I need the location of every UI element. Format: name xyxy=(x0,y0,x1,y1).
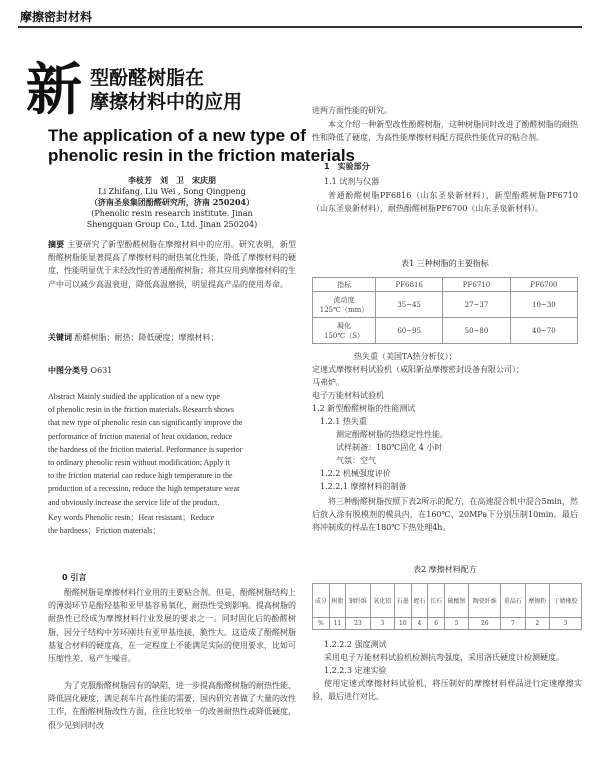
method-line: 1.2.1 热失重 xyxy=(320,417,367,426)
row-unit: 150℃（S） xyxy=(324,331,364,340)
subsection-heading: 1.2.2.3 定速实验 xyxy=(324,666,387,676)
speed-test-paragraph: 使用定速式摩擦材料试验机，将压制好的摩擦材料样品进行定速摩擦实验，最后进行对比。 xyxy=(312,679,582,702)
row-label: 流动度 xyxy=(333,295,355,304)
row-label: 凝化 xyxy=(337,321,351,330)
authors-en: Li Zhifang, Liu Wei , Song Qingpeng xyxy=(98,187,246,196)
keywords-text: 酚醛树脂；耐热；降低硬度；摩擦材料； xyxy=(74,333,219,342)
table-cell: 10~30 xyxy=(510,292,577,318)
abstract-en-line: the hardness of the friction material. Performance is superior xyxy=(48,444,243,454)
title-english xyxy=(48,126,355,166)
table1-header-row xyxy=(313,278,578,292)
table-cell: 3 xyxy=(370,618,394,630)
keywords-label: 关键词 xyxy=(48,332,72,342)
strength-paragraph: 采用电子万能材料试验机检测抗弯强度，采用洛氏硬度计检测硬度。 xyxy=(324,653,564,662)
table2-header: 摩擦粉 xyxy=(525,584,549,618)
section-1-heading: 1 实验部分 xyxy=(324,162,370,171)
table1-header: 指标 xyxy=(313,278,376,292)
method-line: 1.2 新型酚醛树脂的性能测试 xyxy=(312,404,416,413)
intro-heading: 0 引言 xyxy=(62,573,87,582)
title-cn-line1: 型酚醛树脂在 xyxy=(90,67,205,89)
table-cell: 23 xyxy=(346,618,370,630)
table2-header: 钢纤维 xyxy=(346,584,370,618)
table-cell: 7 xyxy=(501,618,525,630)
table1-caption: 表1 三种树脂的主要指标 xyxy=(401,259,489,268)
keywords-en-line1: Key words Phenolic resin；Heat resistant；Reduce xyxy=(48,512,215,522)
table2-header: 丁腈橡胶 xyxy=(549,584,581,618)
table2-header: 石墨 xyxy=(394,584,411,618)
title-big-character: 新 xyxy=(26,58,82,123)
row-unit: 125℃（mm） xyxy=(319,305,369,314)
abstract-en-line: performance of friction material of heat oxidation, reduce xyxy=(48,431,233,441)
table1-header: PF6700 xyxy=(510,278,577,292)
method-line: 气氛：空气 xyxy=(336,456,376,465)
table2-header: 硫酸钡 xyxy=(444,584,468,618)
title-en-line2: phenolic resin in the friction materials xyxy=(48,146,356,165)
table2-header: 陶瓷纤维 xyxy=(469,584,501,618)
table-cell: 3 xyxy=(549,618,581,630)
affiliation-en-line2: Shengquan Group Co., Ltd. Jinan 250204) xyxy=(86,220,258,229)
table-cell: 27~37 xyxy=(443,292,510,318)
table-cell xyxy=(313,292,376,318)
method-line: 马弗炉。 xyxy=(312,378,344,387)
table2 xyxy=(312,583,582,630)
intro-paragraph-1: 酚醛树脂是摩擦材料行业用的主要粘合剂。但是，酚醛树脂结构上的薄弱环节是酚羟基和亚甲基容易氧化，耐热性受到影响。提高树脂的耐热性已经成为摩擦材料行业发展的要求之一。同时固化后的酚醛树脂，因分子结构中芳环刚共有亚甲基连接，脆性大。这造成了酚醛树脂基复合材料的硬度高，在一定程度上不能满足实际的使用要求，比如可压缩性差、易产生噪音。 xyxy=(48,588,296,664)
abstract-cn xyxy=(48,238,296,291)
abstract-en-line: to the friction material can reduce high temperature in the xyxy=(48,471,233,481)
right-paragraph-1: 本文介绍一种新型改性酚醛树脂，这种树脂同时改进了酚醛树脂的耐热性和降低了硬度，为高性能摩擦材料配方提供性能优异的粘合剂。 xyxy=(312,120,578,143)
table-cell: 26 xyxy=(469,618,501,630)
abstract-en xyxy=(48,390,298,537)
method-line: 电子万能材料试验机 xyxy=(312,391,384,400)
table2-header-row xyxy=(313,584,582,618)
table-cell: 2 xyxy=(525,618,549,630)
method-line: 试样制备：180℃固化 4 小时 xyxy=(336,443,443,452)
author-block xyxy=(48,175,296,230)
table-cell: 5 xyxy=(444,618,468,630)
abstract-en-line: Abstract Mainly studied the application of a new type xyxy=(48,392,220,401)
method-line: 测定酚醛树脂的热稳定性性能。 xyxy=(336,430,448,439)
title-chinese xyxy=(90,66,242,114)
classification xyxy=(48,364,296,377)
journal-section-label: 摩擦密封材料 xyxy=(20,10,93,24)
table-row xyxy=(313,292,578,318)
classification-label: 中图分类号 xyxy=(48,365,88,375)
authors-cn: 李枝芳 刘 卫 宋庆朋 xyxy=(128,175,216,185)
title-cn-line2: 摩擦材料中的应用 xyxy=(90,91,243,113)
right-bottom-block xyxy=(312,638,582,704)
abstract-en-line: of phenolic resin in the friction materials. Research shows xyxy=(48,405,234,415)
abstract-en-line: to ordinary phenolic resin without modification; Apply it xyxy=(48,458,230,468)
abstract-text: 主要研究了新型酚醛树脂在摩擦材料中的应用。研究表明，新型酚醛树脂能显著提高了摩擦材料的耐热氧化性能，降低了摩擦材料的硬度，性能明显优于未经改性的普通酚醛树脂；将其应用到摩擦材料的生产中可以减少高温衰退，降低高温磨损，明显提高产品的使用寿命。 xyxy=(48,240,297,289)
classification-code: O631 xyxy=(90,366,113,375)
table-row xyxy=(313,618,582,630)
table1 xyxy=(312,277,578,344)
materials-paragraph: 普通酚醛树脂PF6816（山东圣泉新材料），新型酚醛树脂PF6710（山东圣泉新材料），耐热酚醛树脂PF6700（山东圣泉新材料）。 xyxy=(312,191,578,214)
table-cell: 10 xyxy=(394,618,411,630)
subsection-heading: 1.2.2.2 强度测试 xyxy=(324,640,387,649)
table2-header: 重晶石 xyxy=(501,584,525,618)
table-cell: 4 xyxy=(411,618,428,630)
method-line: 定速式摩擦材料试验机（咸阳新益摩擦密封设备有限公司）； xyxy=(312,365,524,374)
preparation-paragraph: 将三种酚醛树脂按照下表2所示的配方，在高速混合机中混合5min，然后放入涂有脱模剂的模具内，在160℃、20MPa下分别压制10min。最后将冲制成的样品在180℃下热处理4h。 xyxy=(312,497,578,533)
table2-header: 成分 xyxy=(313,584,330,618)
keywords-en-line2: the hardness；Friction materials； xyxy=(48,526,161,536)
table2-header: 蛭石 xyxy=(411,584,428,618)
abstract-en-line: production of a recession, reduce the high temperature wear xyxy=(48,484,240,494)
table-cell xyxy=(313,318,376,344)
keywords-cn xyxy=(48,331,296,344)
table-cell: 6 xyxy=(428,618,445,630)
affiliation-en-line1: (Phenolic resin research institute. Jinan xyxy=(91,209,253,218)
abstract-en-line: that new type of phenolic resin can significantly improve the xyxy=(48,418,243,428)
table2-caption: 表2 摩擦材料配方 xyxy=(413,565,477,574)
intro-paragraph-2: 为了克服酚醛树脂固有的缺陷，进一步提高酚醛树脂的耐热性能、降低固化硬度，满足刹车片高性能的需要，国内研究者做了大量的改性工作，在酚醛树脂改性方面，往往比较单一的改善耐热性或降低硬度，很少见到同时改 xyxy=(48,681,296,730)
table2-header: 长石 xyxy=(428,584,445,618)
section-1-1-heading: 1.1 试剂与仪器 xyxy=(324,177,380,186)
table1-header: PF6816 xyxy=(376,278,443,292)
table-cell: % xyxy=(313,618,330,630)
affiliation-cn: （济南圣泉集团酚醛研究所，济南 250204） xyxy=(89,197,255,207)
header-rule xyxy=(18,26,582,28)
table1-header: PF6710 xyxy=(443,278,510,292)
right-continuation: 进两方面性能的研究。 xyxy=(312,106,392,115)
table2-header: 氧化铝 xyxy=(370,584,394,618)
table-row xyxy=(313,318,578,344)
table-cell: 35~45 xyxy=(376,292,443,318)
abstract-en-line: and obviously increase the service life of the product. xyxy=(48,497,220,507)
method-line: 1.2.2 机械强度评价 xyxy=(320,469,391,478)
table-cell: 40~70 xyxy=(510,318,577,344)
method-line: 1.2.2.1 摩擦材料的制备 xyxy=(320,482,407,491)
table-cell: 11 xyxy=(329,618,346,630)
methods-block xyxy=(312,350,582,493)
table2-header: 树脂 xyxy=(329,584,346,618)
table-cell: 50~80 xyxy=(443,318,510,344)
abstract-label: 摘要 xyxy=(48,239,65,249)
title-en-line1: The application of a new type of xyxy=(48,126,306,145)
table-cell: 60~95 xyxy=(376,318,443,344)
method-line: 热失重（美国TA热分析仪）； xyxy=(354,352,457,361)
